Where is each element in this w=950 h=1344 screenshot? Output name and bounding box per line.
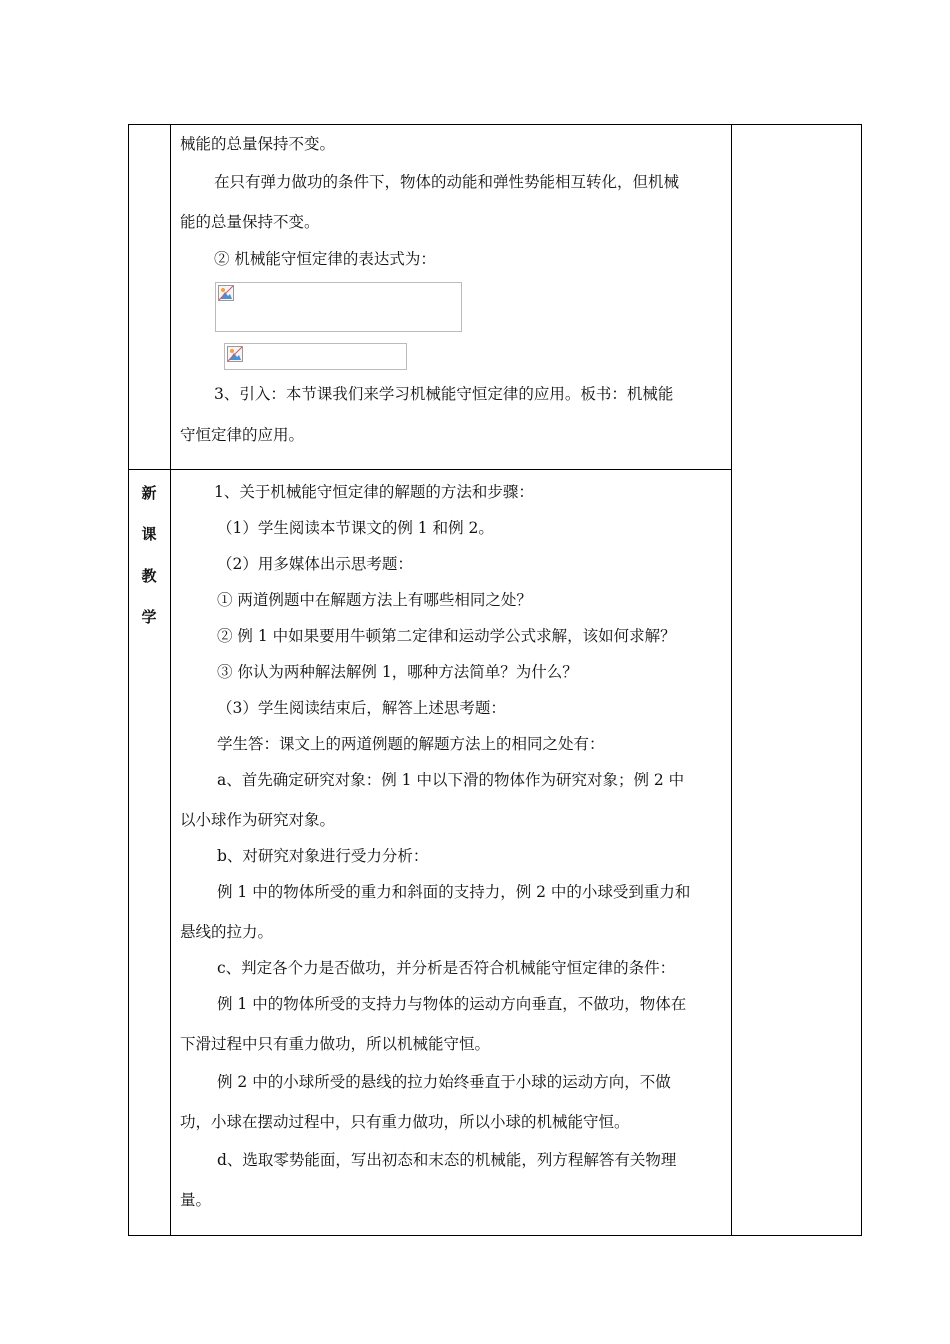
- main-line: 学生答：课文上的两道例题的解题方法上的相同之处有：: [217, 735, 605, 753]
- main-line: 量。: [180, 1191, 212, 1209]
- top-line-2: 在只有弹力做功的条件下，物体的动能和弹性势能相互转化，但机械: [214, 173, 680, 191]
- main-line: 例 2 中的小球所受的悬线的拉力始终垂直于小球的运动方向，不做: [217, 1073, 671, 1091]
- main-line: 例 1 中的物体所受的重力和斜面的支持力，例 2 中的小球受到重力和: [217, 883, 691, 901]
- main-line: 下滑过程中只有重力做功，所以机械能守恒。: [180, 1035, 491, 1053]
- main-line: （2）用多媒体出示思考题：: [217, 555, 413, 573]
- main-line: （1）学生阅读本节课文的例 1 和例 2。: [217, 519, 494, 537]
- section-label-char: 学: [141, 608, 157, 626]
- formula-image-1: [215, 282, 462, 332]
- main-line: （3）学生阅读结束后，解答上述思考题：: [217, 699, 506, 717]
- main-line: ③ 你认为两种解法解例 1，哪种方法简单？为什么？: [217, 663, 578, 681]
- main-line: ① 两道例题中在解题方法上有哪些相同之处？: [217, 591, 532, 609]
- main-line: b、对研究对象进行受力分析：: [217, 847, 429, 865]
- table-left-border: [128, 124, 129, 1236]
- top-line-1: 械能的总量保持不变。: [180, 135, 336, 153]
- table-right-border: [861, 124, 862, 1236]
- table-row-divider: [128, 469, 732, 470]
- table-bottom-border: [128, 1235, 862, 1236]
- main-line: ② 例 1 中如果要用牛顿第二定律和运动学公式求解，该如何求解？: [217, 627, 676, 645]
- table-col2-border: [731, 124, 732, 1236]
- top-line-6: 守恒定律的应用。: [180, 426, 305, 444]
- main-line: 以小球作为研究对象。: [180, 811, 336, 829]
- main-line: 1、关于机械能守恒定律的解题的方法和步骤：: [214, 483, 534, 501]
- broken-image-icon: [218, 285, 234, 301]
- section-label-char: 教: [141, 567, 157, 585]
- top-line-4: ② 机械能守恒定律的表达式为：: [214, 250, 436, 268]
- top-line-5: 3、引入：本节课我们来学习机械能守恒定律的应用。板书：机械能: [214, 385, 674, 403]
- main-line: d、选取零势能面，写出初态和末态的机械能，列方程解答有关物理: [217, 1151, 677, 1169]
- main-line: 悬线的拉力。: [180, 923, 274, 941]
- main-line: 功，小球在摆动过程中，只有重力做功，所以小球的机械能守恒。: [180, 1113, 630, 1131]
- main-line: c、判定各个力是否做功，并分析是否符合机械能守恒定律的条件：: [217, 959, 676, 977]
- table-top-border: [128, 124, 862, 125]
- broken-image-icon: [227, 346, 243, 362]
- top-line-3: 能的总量保持不变。: [180, 213, 320, 231]
- section-label-char: 课: [141, 525, 157, 543]
- section-label-char: 新: [141, 484, 157, 502]
- main-line: a、首先确定研究对象：例 1 中以下滑的物体作为研究对象；例 2 中: [217, 771, 685, 789]
- main-line: 例 1 中的物体所受的支持力与物体的运动方向垂直，不做功，物体在: [217, 995, 687, 1013]
- table-col1-border: [170, 124, 171, 1236]
- formula-image-2: [224, 343, 407, 370]
